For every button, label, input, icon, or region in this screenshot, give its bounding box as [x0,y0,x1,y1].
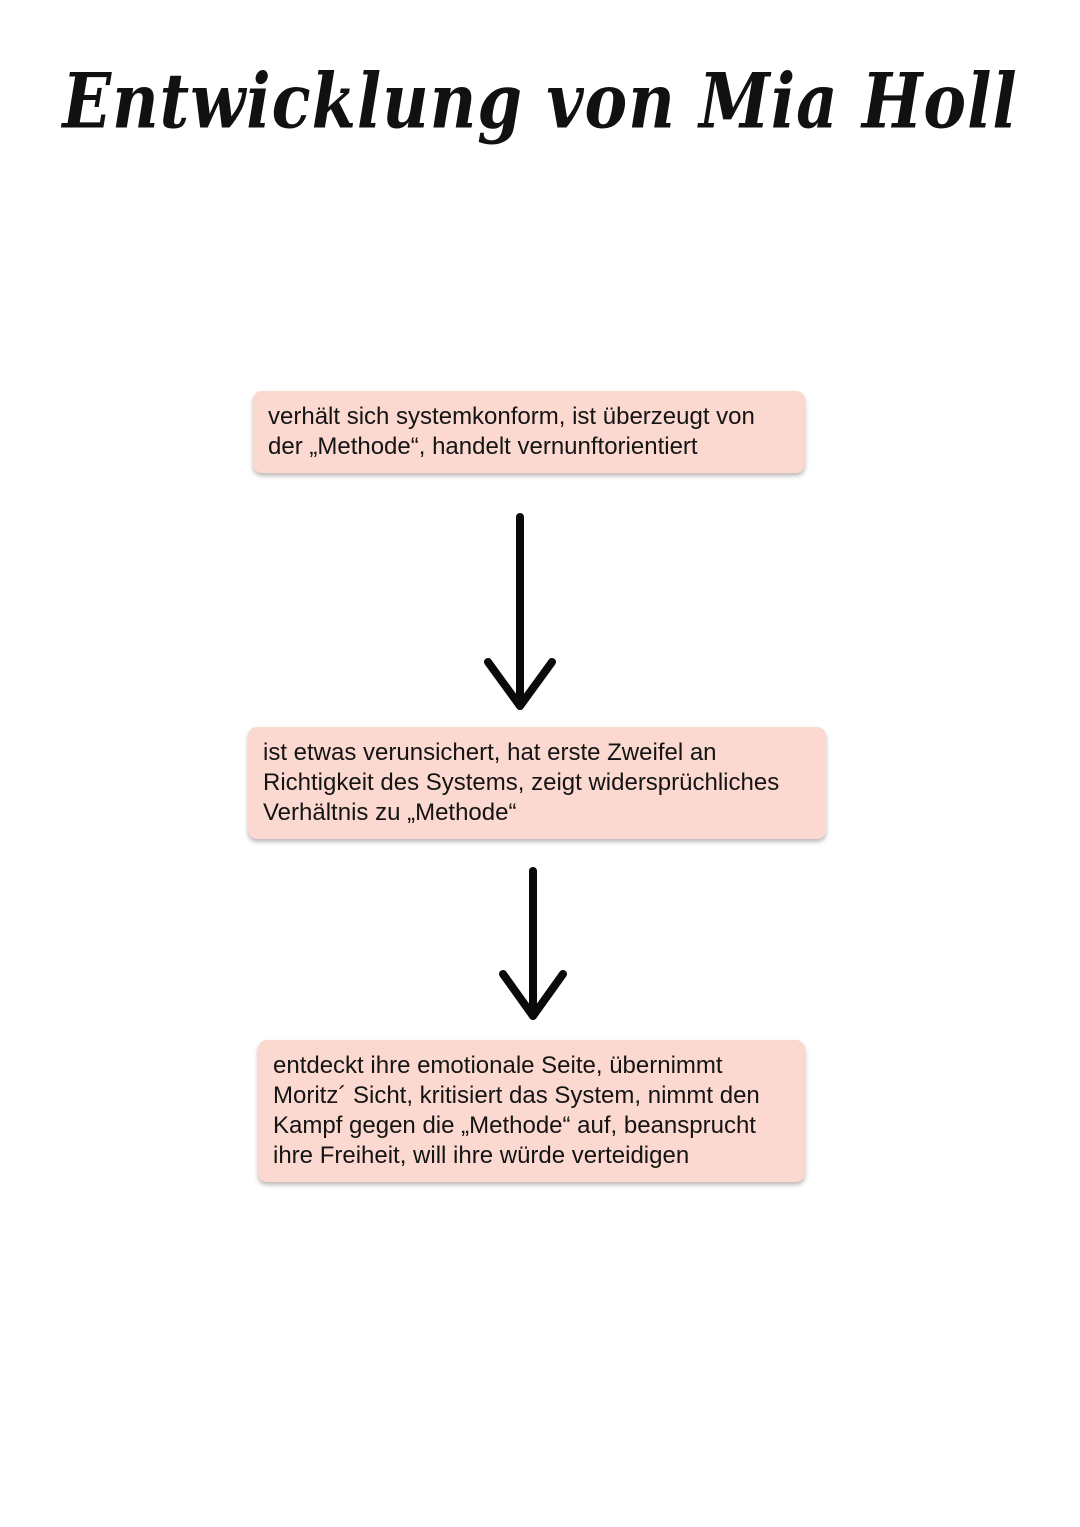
flow-step-2-box: ist etwas verunsichert, hat erste Zweifel an Richtigkeit des Systems, zeigt widersprüchliches Verhältnis zu „Methode“ [248,727,826,839]
down-arrow-icon [478,512,562,714]
flow-step-1-box: verhält sich systemkonform, ist überzeugt von der „Methode“, handelt vernunftorientiert [253,391,805,473]
down-arrow-icon [491,866,575,1024]
flow-step-3-box: entdeckt ihre emotionale Seite, übernimmt Moritz´ Sicht, kritisiert das System, nimmt den Kampf gegen die „Methode“ auf, beansprucht ihre Freiheit, will ihre würde verteidigen [258,1040,805,1182]
page-title: Entwicklung von Mia Holl [62,58,1018,147]
